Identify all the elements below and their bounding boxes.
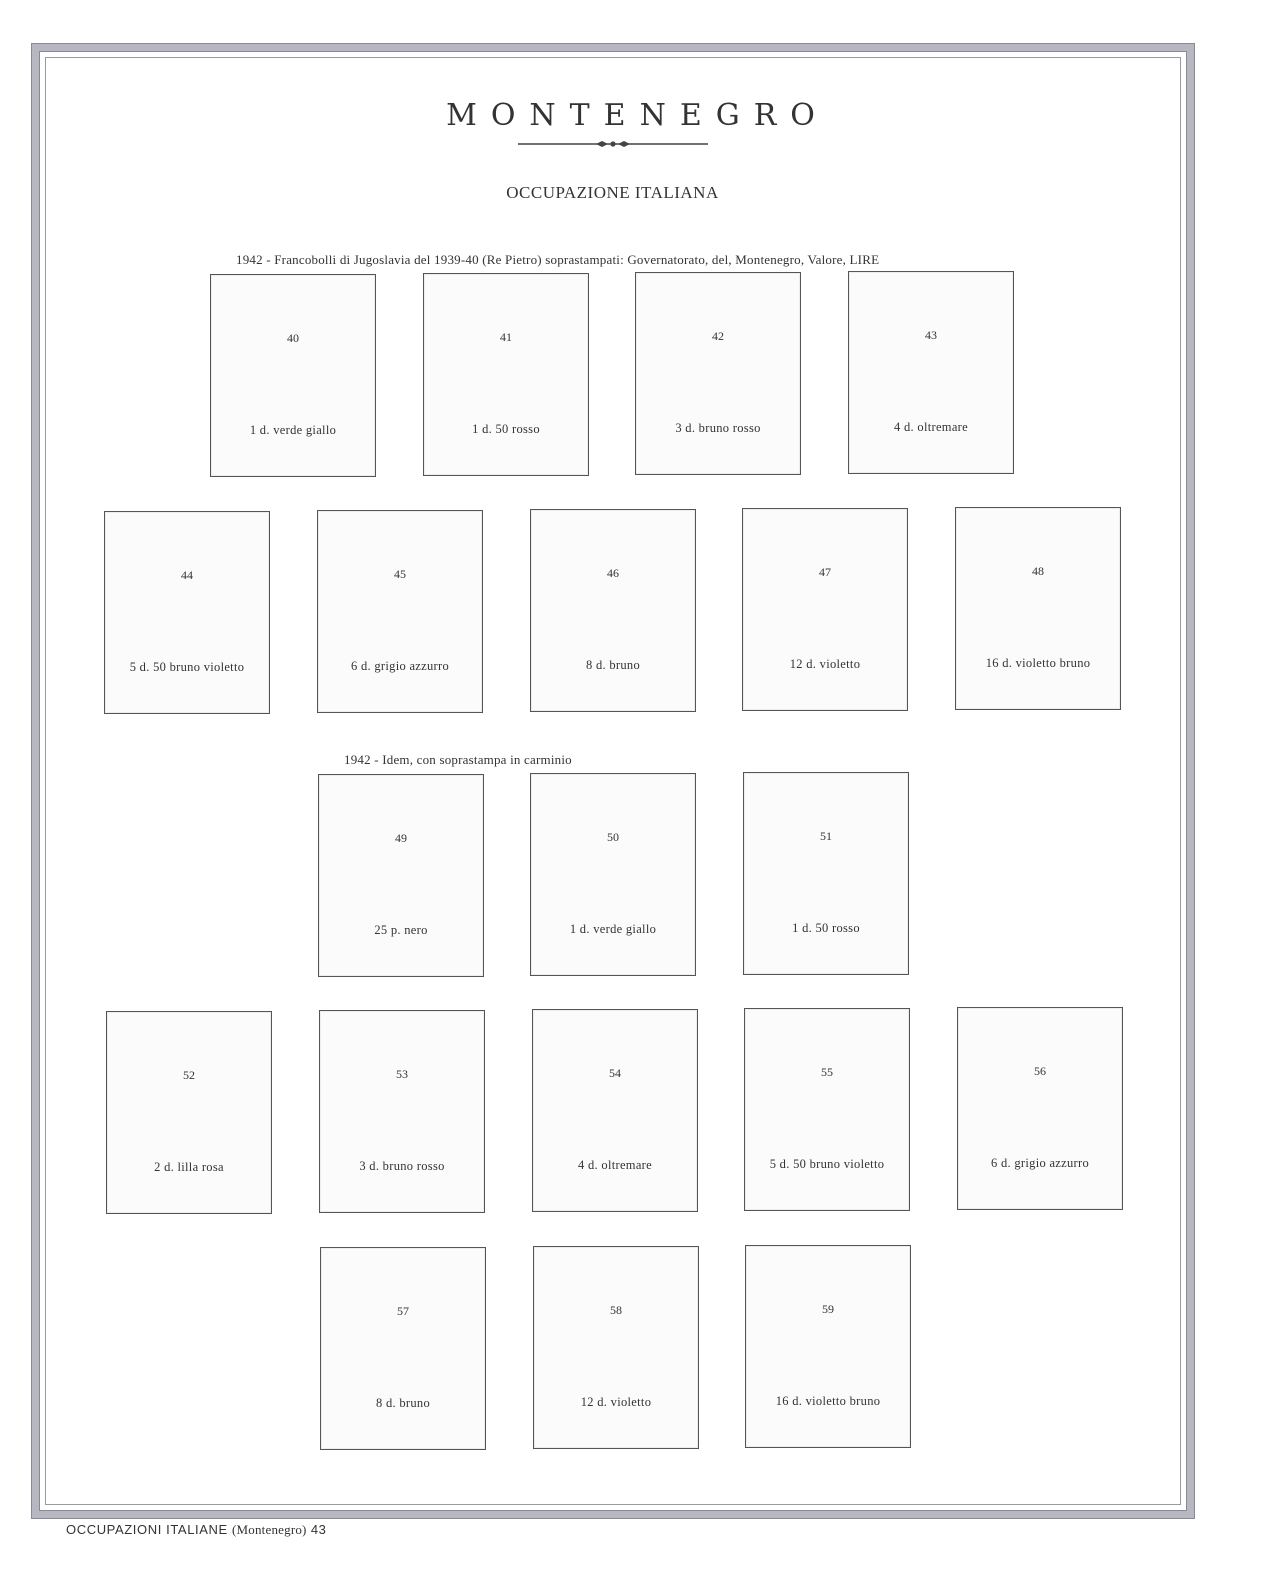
stamp-slot [106,1011,272,1214]
page-subtitle: OCCUPAZIONE ITALIANA [506,183,719,202]
stamp-number: 58 [610,1303,622,1317]
stamp-description: 6 d. grigio azzurro [350,659,450,673]
stamp-slot [848,271,1014,474]
stamp-number: 46 [607,566,619,580]
stamp-slot [955,507,1121,710]
stamp-description: 5 d. 50 bruno violetto [769,1157,885,1171]
stamp-slot [533,1246,699,1449]
stamp-description: 1 d. verde giallo [249,423,337,437]
stamp-description: 12 d. violetto [580,1395,652,1409]
stamp-description: 2 d. lilla rosa [154,1160,224,1174]
page-number: 43 [310,1522,327,1537]
stamp-description: 25 p. nero [374,923,428,937]
stamp-description: 8 d. bruno [585,658,641,672]
stamp-slot [318,774,484,977]
stamp-slot [635,272,801,475]
stamp-number: 48 [1032,564,1044,578]
stamp-slot [745,1245,911,1448]
stamp-number: 55 [821,1065,833,1079]
stamp-slot [744,1008,910,1211]
stamp-number: 42 [712,329,724,343]
stamp-number: 43 [925,328,937,342]
stamp-slot [319,1010,485,1213]
stamp-slot [532,1009,698,1212]
stamp-description: 5 d. 50 bruno violetto [129,660,245,674]
stamp-description: 3 d. bruno rosso [675,421,761,435]
stamp-description: 1 d. verde giallo [569,922,657,936]
stamp-slot [743,772,909,975]
section-caption-2: 1942 - Idem, con soprastampa in carminio [344,752,572,767]
stamp-number: 49 [395,831,407,845]
stamp-number: 50 [607,830,619,844]
stamp-description: 6 d. grigio azzurro [990,1156,1090,1170]
stamp-number: 53 [396,1067,408,1081]
stamp-description: 3 d. bruno rosso [359,1159,445,1173]
stamp-description: 16 d. violetto bruno [985,656,1091,670]
stamp-description: 4 d. oltremare [578,1158,652,1172]
stamp-number: 44 [181,568,193,582]
stamp-number: 57 [397,1304,409,1318]
title-ornament [518,138,708,150]
stamp-slot [210,274,376,477]
page-title: MONTENEGRO [446,98,829,133]
stamp-description: 8 d. bruno [375,1396,431,1410]
stamp-number: 54 [609,1066,621,1080]
stamp-slot [742,508,908,711]
stamp-description: 1 d. 50 rosso [472,422,540,436]
stamp-number: 47 [819,565,831,579]
stamp-slot [957,1007,1123,1210]
stamp-number: 45 [394,567,406,581]
stamp-number: 51 [820,829,832,843]
stamp-slot [530,773,696,976]
footer-label: OCCUPAZIONI ITALIANE [66,1522,228,1537]
footer-country: (Montenegro) [231,1522,307,1537]
stamp-slot [317,510,483,713]
stamp-slot [320,1247,486,1450]
stamp-slot [530,509,696,712]
stamp-description: 1 d. 50 rosso [792,921,860,935]
stamp-number: 59 [822,1302,834,1316]
stamp-number: 56 [1034,1064,1046,1078]
page-footer [66,1522,326,1538]
stamp-number: 41 [500,330,512,344]
stamp-slot [104,511,270,714]
section-caption-1: 1942 - Francobolli di Jugoslavia del 1939-40 (Re Pietro) soprastampati: Governatorato, del, Montenegro, Valore, LIRE [236,252,880,267]
stamp-description: 4 d. oltremare [894,420,968,434]
stamp-number: 40 [287,331,299,345]
stamp-slot [423,273,589,476]
stamp-description: 16 d. violetto bruno [775,1394,881,1408]
stamp-description: 12 d. violetto [789,657,861,671]
stamp-number: 52 [183,1068,195,1082]
